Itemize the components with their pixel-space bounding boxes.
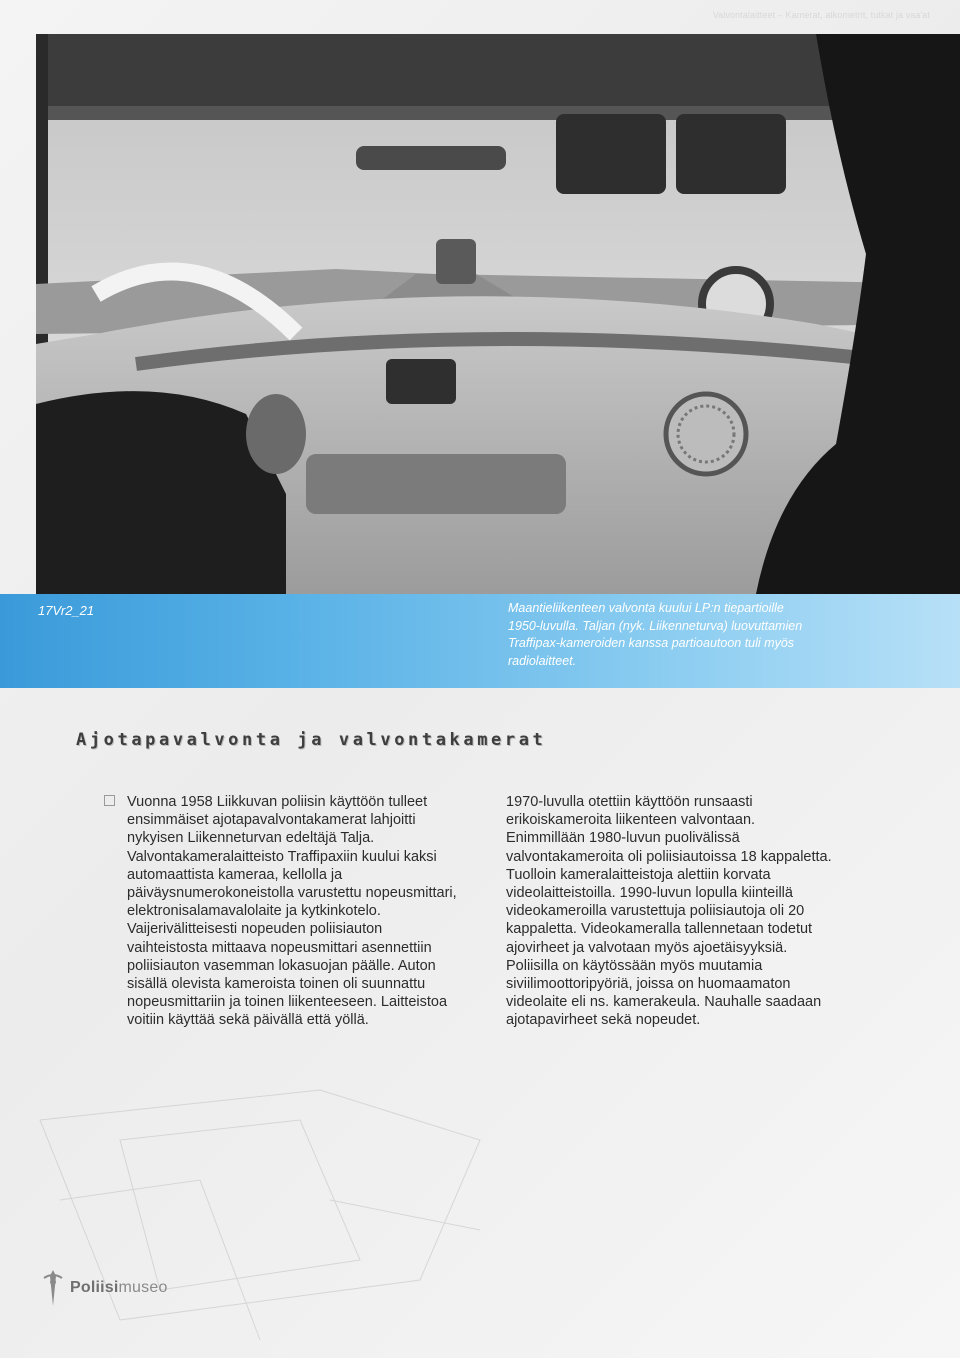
poliisimuseo-logo: [42, 1268, 168, 1308]
body-left-column: [127, 793, 457, 1030]
logo-bold: Poliisi: [70, 1279, 119, 1296]
bullet-box-icon: [104, 795, 115, 806]
body-paragraph-right: 1970-luvulla otettiin käyttöön runsaasti erikoiskameroita liikenteen valvontaan. Enimmillään 1980-luvun puolivälissä valvontakameroita oli poliisiautoissa 18 kappaletta. Tuolloin kameralaitteistoja alettiin korvata videolaitteistoilla. 1990-luvun lopulla kiinteillä videokameroilla varustettuja poliisiautoja oli 20 kappaletta. Videokameralla tallennetaan todetut ajovirheet ja valvotaan myös ajoetäisyyksiä. Poliisilla on käytössään myös muutamia siviilimoottoripyöriä, joissa on huomaamaton videolaite eli ns. kamerakeula. Nauhalle saadaan ajotapavirheet sekä nopeudet.: [506, 794, 832, 1029]
police-museum-emblem-icon: [42, 1268, 64, 1308]
body-right-column: [506, 793, 836, 1030]
section-title: Ajotapavalvonta ja valvontakamerat: [76, 730, 547, 750]
body-paragraph-left: Vuonna 1958 Liikkuvan poliisin käyttöön tulleet ensimmäiset ajotapavalvontakamerat lahjoitti nykyisen Liikenneturvan edeltäjä Talja. Valvontakameralaitteisto Traffipaxiin kuului kaksi automaattista kameraa, kellolla ja päiväysnumerokoneistolla varustettu nopeusmittari, elektronisalamavalolaite ja kytkinkotelo. Vaijerivälitteisesti nopeuden poliisiauton vaihteistosta mittaava nopeusmittari asennettiin poliisiauton vasemman lokasuojan päälle. Auton sisällä olevista kameroista toinen oli suunnattu nopeusmittariin ja toinen liikenteeseen. Laitteistoa voitiin käyttää sekä päivällä että yöllä.: [127, 794, 457, 1029]
photo-caption: Maantieliikenteen valvonta kuului LP:n tiepartioille 1950-luvulla. Taljan (nyk. Liikenneturva) luovuttamien Traffipax-kameroiden kanssa partioautoon tuli myös radiolaitteet.: [508, 601, 803, 668]
logo-light: museo: [118, 1279, 168, 1296]
background-sketch: [0, 1080, 520, 1358]
running-header: Valvontalaitteet – Kamerat, alkometrit, tutkat ja vaa'at: [712, 10, 930, 20]
caption-band: [0, 594, 960, 688]
police-car-interior-photo: [36, 34, 960, 594]
logo-wordmark: [70, 1279, 168, 1297]
photo-code: 17Vr2_21: [38, 603, 95, 618]
